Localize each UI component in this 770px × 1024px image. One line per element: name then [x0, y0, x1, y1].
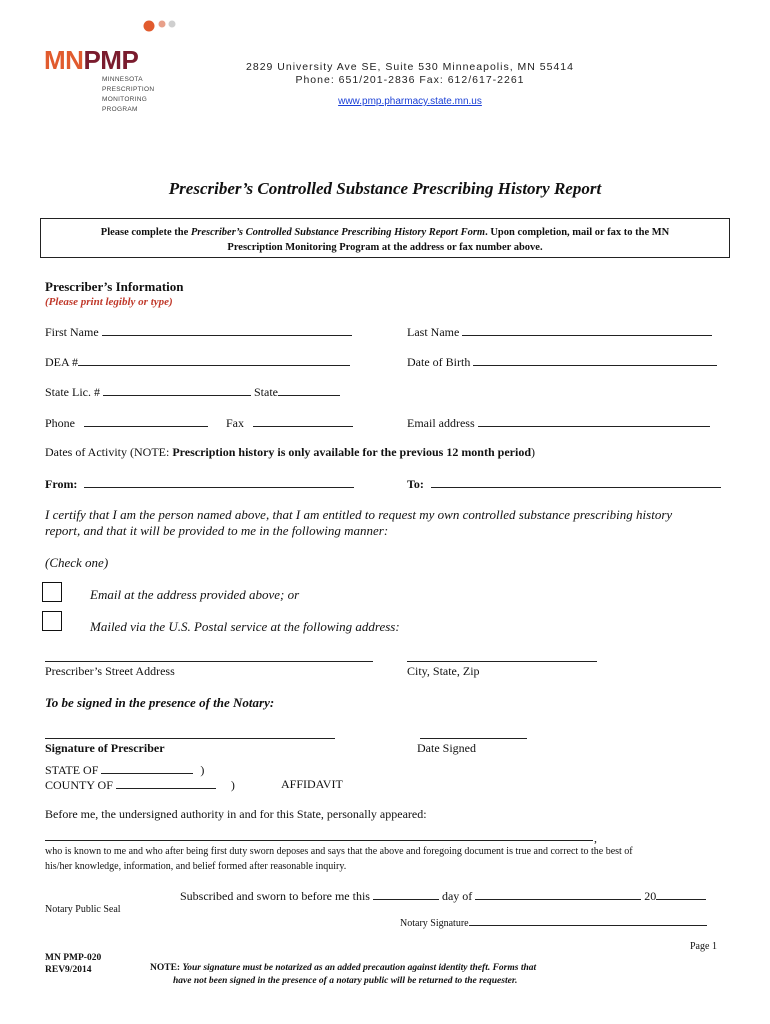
last-name-input[interactable] [462, 324, 712, 336]
instructions-box [40, 218, 730, 258]
subscribed-label-a: Subscribed and sworn to before me this [180, 889, 370, 903]
certify-line2: report, and that it will be provided to me in the following manner: [45, 523, 389, 538]
notary-signature-input[interactable] [469, 916, 707, 926]
dates-of-activity [45, 445, 535, 460]
instructions-text [41, 225, 729, 255]
dob-input[interactable] [473, 354, 717, 366]
check-one-label: (Check one) [45, 555, 109, 570]
subscribed-day-input[interactable] [373, 888, 439, 900]
county-of-paren: ) [230, 778, 235, 792]
fax-input[interactable] [253, 415, 353, 427]
subscribed-label-c: 20 [644, 889, 657, 903]
first-name-field[interactable] [45, 324, 352, 340]
dea-label: DEA # [45, 355, 78, 369]
to-input[interactable] [431, 476, 721, 488]
state-of-paren: ) [200, 763, 205, 777]
email-field[interactable] [407, 415, 710, 431]
prescriber-note: (Please print legibly or type) [45, 296, 173, 308]
subscribed-label-b: day of [441, 889, 473, 903]
org-address: 2829 University Ave SE, Suite 530 Minneapolis, MN 55414 [246, 61, 574, 73]
date-signed-input[interactable] [420, 738, 527, 739]
first-name-input[interactable] [102, 324, 352, 336]
last-name-label: Last Name [407, 325, 460, 339]
notary-signature-field[interactable] [400, 916, 707, 929]
from-field[interactable] [45, 476, 354, 492]
logo-line: PRESCRIPTION [102, 86, 155, 93]
prescriber-heading: Prescriber’s Information [45, 279, 184, 294]
page-number: Page 1 [690, 941, 717, 952]
footer-note-label: NOTE: [150, 963, 183, 973]
email-input[interactable] [478, 415, 710, 427]
dob-field[interactable] [407, 354, 717, 370]
dates-label-bold: Prescription history is only available for the previous 12 month period [172, 445, 531, 459]
before-me-text: Before me, the undersigned authority in and for this State, personally appeared: [45, 807, 427, 821]
state-input[interactable] [278, 384, 340, 396]
logo-line: PROGRAM [102, 106, 138, 113]
dea-field[interactable] [45, 354, 350, 370]
email-checkbox[interactable] [42, 582, 62, 602]
state-of-label: STATE OF [45, 763, 99, 777]
logo-subtitle [102, 75, 154, 115]
phone-field[interactable] [45, 415, 208, 431]
mail-checkbox[interactable] [42, 611, 62, 631]
last-name-field[interactable] [407, 324, 712, 340]
page-title: Prescriber’s Controlled Substance Prescribing History Report [168, 179, 602, 198]
email-label: Email address [407, 416, 475, 430]
logo-wordmark [44, 45, 138, 76]
phone-label: Phone [45, 416, 75, 430]
state-of-input[interactable] [101, 762, 193, 774]
logo-line: MINNESOTA [102, 76, 143, 83]
org-phone-fax: Phone: 651/201-2836 Fax: 612/617-2261 [295, 74, 525, 86]
who-line1: who is known to me and who after being first duty sworn deposes and says that the above and foregoing document is true and correct to the best of [45, 846, 633, 857]
notary-heading: To be signed in the presence of the Notary: [45, 695, 275, 710]
street-address-input[interactable] [45, 661, 373, 662]
logo-mn: MN [44, 45, 84, 75]
instructions-part2: . Upon completion, mail or fax to the MN [485, 227, 670, 238]
from-input[interactable] [84, 476, 354, 488]
logo-dots-icon [142, 18, 182, 34]
logo-pmp: PMP [83, 45, 139, 75]
state-label: State [253, 385, 278, 399]
county-of-input[interactable] [116, 777, 216, 789]
appeared-name-input[interactable] [45, 840, 593, 841]
state-of-field[interactable] [45, 762, 204, 778]
dea-input[interactable] [78, 354, 350, 366]
phone-input[interactable] [84, 415, 208, 427]
county-of-label: COUNTY OF [45, 778, 113, 792]
instructions-form-name: Prescriber’s Controlled Substance Prescribing History Report Form [190, 227, 486, 238]
county-of-field[interactable] [45, 777, 235, 793]
instructions-line2: Prescription Monitoring Program at the address or fax number above. [227, 242, 543, 253]
website-link[interactable]: www.pmp.pharmacy.state.mn.us [338, 96, 482, 107]
state-lic-field[interactable] [45, 384, 340, 400]
instructions-part1: Please complete the [100, 227, 191, 238]
footer-note-line1 [150, 963, 536, 973]
notary-seal-label: Notary Public Seal [45, 904, 121, 915]
appeared-comma: , [594, 831, 597, 845]
fax-field[interactable] [226, 415, 353, 431]
from-label: From: [45, 477, 78, 491]
to-field[interactable] [407, 476, 721, 492]
option-email-label: Email at the address provided above; or [90, 587, 300, 602]
affidavit-label: AFFIDAVIT [281, 777, 343, 791]
subscribed-month-input[interactable] [475, 888, 641, 900]
first-name-label: First Name [45, 325, 99, 339]
who-line2: his/her knowledge, information, and belief formed after reasonable inquiry. [45, 861, 347, 872]
footer-note-text1: Your signature must be notarized as an added precaution against identity theft. Forms that [182, 963, 537, 973]
subscribed-line[interactable] [180, 888, 706, 904]
dates-label-b: ) [531, 445, 535, 459]
footer-note-line2: have not been signed in the presence of a notary public will be returned to the requester. [173, 976, 518, 986]
option-mail-label: Mailed via the U.S. Postal service at the following address: [90, 619, 400, 634]
date-signed-label: Date Signed [417, 741, 476, 755]
state-lic-input[interactable] [103, 384, 251, 396]
signature-input[interactable] [45, 738, 335, 739]
notary-signature-label: Notary Signature [400, 918, 469, 929]
dates-label-a: Dates of Activity (NOTE: [45, 445, 173, 459]
city-state-zip-input[interactable] [407, 661, 597, 662]
signature-label: Signature of Prescriber [45, 741, 165, 755]
dob-label: Date of Birth [407, 355, 471, 369]
street-address-label: Prescriber’s Street Address [45, 664, 175, 678]
fax-label: Fax [226, 416, 244, 430]
logo-line: MONITORING [102, 96, 148, 103]
city-state-zip-label: City, State, Zip [407, 664, 480, 678]
form-rev: REV9/2014 [45, 965, 92, 975]
form-id: MN PMP-020 [45, 953, 102, 963]
subscribed-year-input[interactable] [656, 888, 706, 900]
to-label: To: [407, 477, 424, 491]
state-lic-label: State Lic. # [45, 385, 100, 399]
certify-line1: I certify that I am the person named above, that I am entitled to request my own controlled substance prescribing history [45, 507, 673, 522]
